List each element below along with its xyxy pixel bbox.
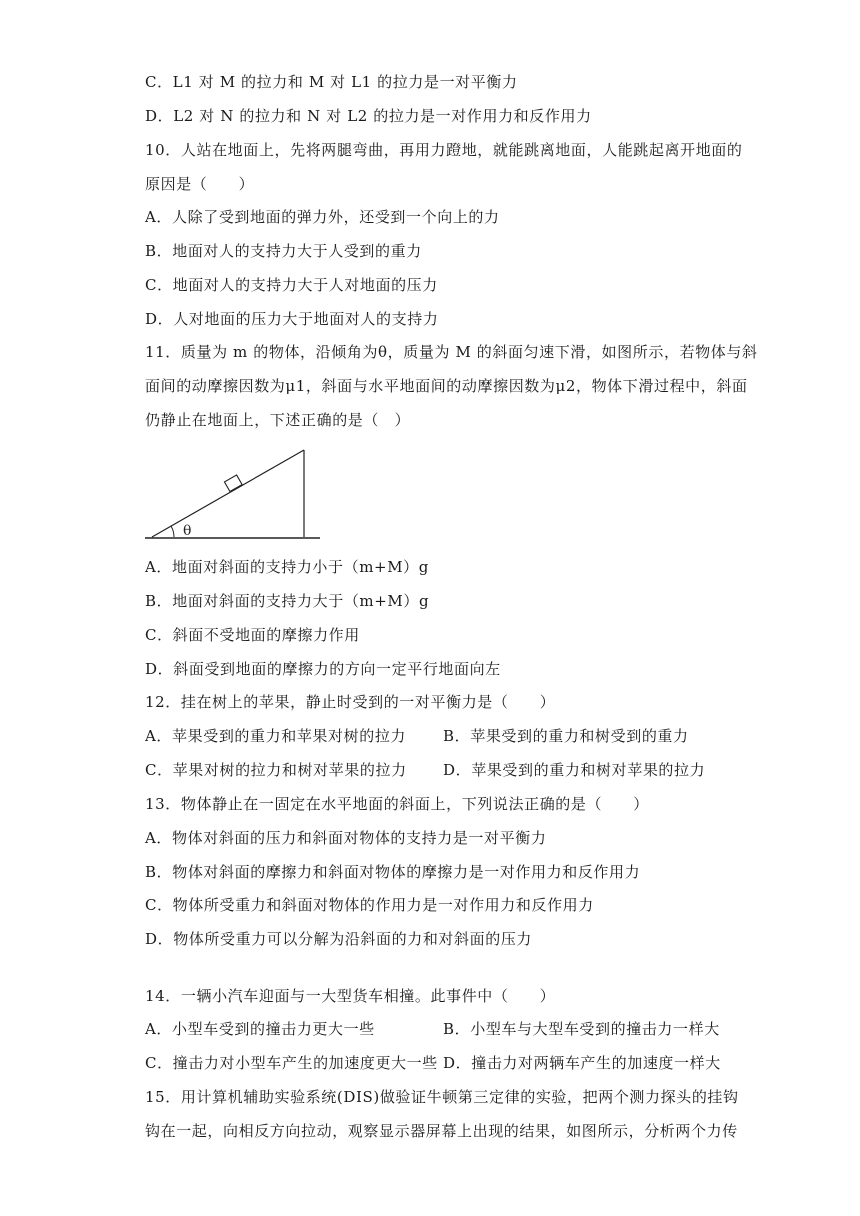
q11-option-d: D．斜面受到地面的摩擦力的方向一定平行地面向左 [145, 660, 501, 678]
q14-option-a: A．小型车受到的撞击力更大一些 [145, 1020, 375, 1038]
q15-stem-line1: 15．用计算机辅助实验系统(DIS)做验证牛顿第三定律的实验，把两个测力探头的挂钩 [145, 1088, 739, 1106]
q10-option-c: C．地面对人的支持力大于人对地面的压力 [145, 276, 438, 294]
q15-stem-line2: 钩在一起，向相反方向拉动，观察显示器屏幕上出现的结果，如图所示，分析两个力传 [145, 1122, 738, 1140]
q13-option-c: C．物体所受重力和斜面对物体的作用力是一对作用力和反作用力 [145, 896, 594, 914]
block-on-incline [224, 475, 242, 492]
q11-stem-line2: 面间的动摩擦因数为μ1，斜面与水平地面间的动摩擦因数为μ2，物体下滑过程中，斜面 [145, 377, 748, 395]
q11-option-a: A．地面对斜面的支持力小于（m+M）g [145, 558, 429, 576]
q13-option-a: A．物体对斜面的压力和斜面对物体的支持力是一对平衡力 [145, 829, 547, 847]
theta-label: θ [183, 523, 192, 539]
q11-stem-line1: 11．质量为 m 的物体，沿倾角为θ，质量为 M 的斜面匀速下滑，如图所示，若物体与斜 [145, 343, 758, 361]
q11-stem-line3: 仍静止在地面上，下述正确的是（ ） [145, 411, 411, 429]
q11-option-b: B．地面对斜面的支持力大于（m+M）g [145, 592, 430, 610]
incline-figure [140, 443, 330, 543]
q14-option-d: D．撞击力对两辆车产生的加速度一样大 [443, 1054, 721, 1072]
q10-option-b: B．地面对人的支持力大于人受到的重力 [145, 242, 422, 260]
q11-option-c: C．斜面不受地面的摩擦力作用 [145, 626, 360, 644]
q13-option-d: D．物体所受重力可以分解为沿斜面的力和对斜面的压力 [145, 930, 533, 948]
angle-arc [171, 526, 174, 537]
q10-stem-line2: 原因是（ ） [145, 175, 255, 193]
q9-option-c: C．L1 对 M 的拉力和 M 对 L1 的拉力是一对平衡力 [145, 73, 518, 91]
q13-stem: 13．物体静止在一固定在水平地面的斜面上，下列说法正确的是（ ） [145, 795, 649, 813]
incline-surface [152, 450, 304, 537]
q12-option-d: D．苹果受到的重力和树对苹果的拉力 [443, 761, 706, 779]
q14-option-c: C．撞击力对小型车产生的加速度更大一些 [145, 1054, 438, 1072]
q12-option-a: A．苹果受到的重力和苹果对树的拉力 [145, 727, 407, 745]
q13-option-b: B．物体对斜面的摩擦力和斜面对物体的摩擦力是一对作用力和反作用力 [145, 863, 641, 881]
q14-stem: 14．一辆小汽车迎面与一大型货车相撞。此事件中（ ） [145, 987, 556, 1005]
q12-option-b: B．苹果受到的重力和树受到的重力 [443, 727, 689, 745]
q10-option-d: D．人对地面的压力大于地面对人的支持力 [145, 310, 439, 328]
q12-stem: 12．挂在树上的苹果，静止时受到的一对平衡力是（ ） [145, 693, 556, 711]
q14-option-b: B．小型车与大型车受到的撞击力一样大 [443, 1020, 720, 1038]
q10-option-a: A．人除了受到地面的弹力外，还受到一个向上的力 [145, 208, 500, 226]
q9-option-d: D．L2 对 N 的拉力和 N 对 L2 的拉力是一对作用力和反作用力 [145, 107, 592, 125]
q12-option-c: C．苹果对树的拉力和树对苹果的拉力 [145, 761, 407, 779]
q10-stem-line1: 10．人站在地面上，先将两腿弯曲，再用力蹬地，就能跳离地面，人能跳起离开地面的 [145, 141, 743, 159]
